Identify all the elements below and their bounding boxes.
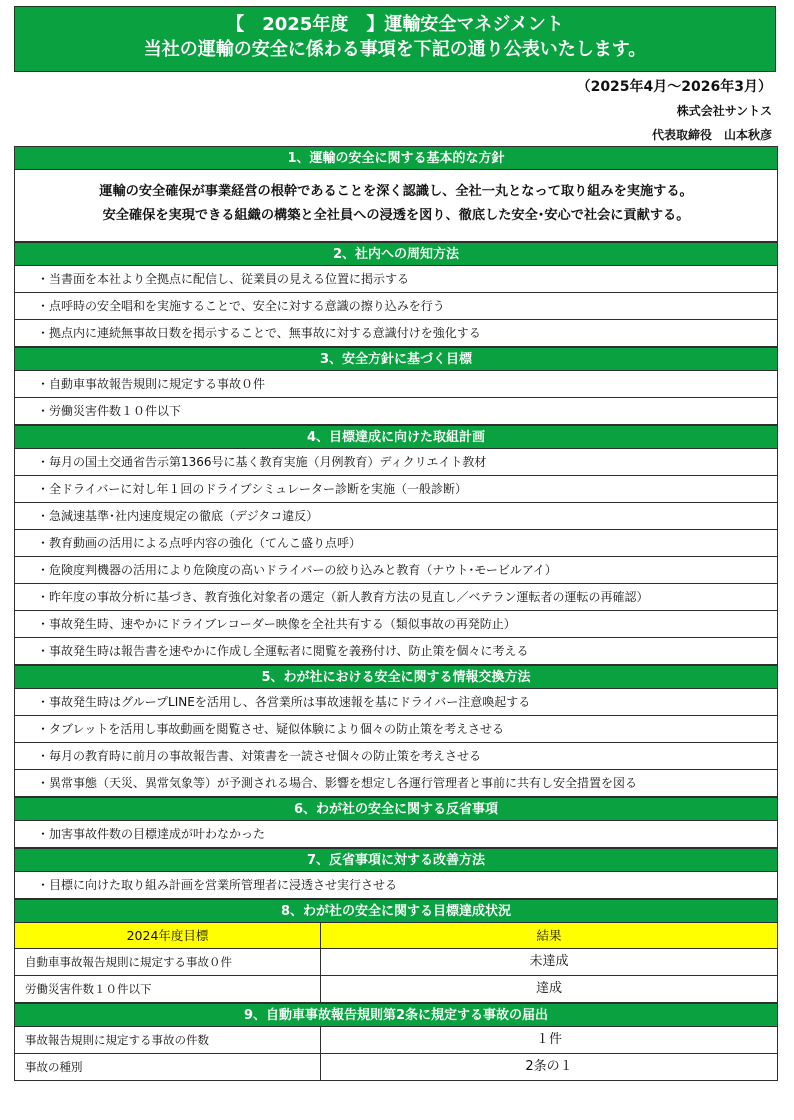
fiscal-period: （2025年4月～2026年3月）	[576, 79, 772, 95]
table-row	[14, 949, 778, 976]
list-item: ・毎月の国土交通省告示第1366号に基く教育実施（月例教育）ディクリエイト教材	[14, 449, 778, 476]
list-item: ・加害事故件数の目標達成が叶わなかった	[14, 821, 778, 848]
list-item: ・点呼時の安全唱和を実施することで、安全に対する意識の擦り込みを行う	[14, 293, 778, 320]
list-item: ・毎月の教育時に前月の事故報告書、対策書を一読させ個々の防止策を考えさせる	[14, 743, 778, 770]
title-line-2: 当社の運輸の安全に係わる事項を下記の通り公表いたします。	[143, 39, 647, 60]
section-1-header: 1、運輸の安全に関する基本的な方針	[14, 146, 778, 170]
list-item: ・当書面を本社より全拠点に配信し、従業員の見える位置に掲示する	[14, 266, 778, 293]
list-item: ・事故発生時は報告書を速やかに作成し全運転者に閲覧を義務付け、防止策を個々に考える	[14, 638, 778, 665]
list-item: ・事故発生時はグループLINEを活用し、各営業所は事故速報を基にドライバー注意喚起する	[14, 689, 778, 716]
list-item: ・危険度判機器の活用により危険度の高いドライバーの絞り込みと教育（ナウト･モービルアイ）	[14, 557, 778, 584]
list-item: ・異常事態（天災、異常気象等）が予測される場合、影響を想定し各運行管理者と事前に共有し安全措置を図る	[14, 770, 778, 797]
list-item: ・全ドライバーに対し年１回のドライブシミュレーター診断を実施（一般診断）	[14, 476, 778, 503]
section-3-header: 3、安全方針に基づく目標	[14, 347, 778, 371]
goal-table-header	[14, 923, 778, 949]
table-row	[14, 1054, 778, 1081]
result-cell: 未達成	[529, 954, 569, 969]
list-item: ・労働災害件数１０件以下	[14, 398, 778, 425]
basic-policy	[14, 170, 778, 242]
section-2-header: 2、社内への周知方法	[14, 242, 778, 266]
table-row	[14, 1027, 778, 1054]
policy-line: 運輸の安全確保が事業経営の根幹であることを深く認識し、全社一丸となって取り組みを実施する。	[99, 184, 693, 199]
result-column-header: 結果	[536, 928, 562, 943]
list-item: ・目標に向けた取り組み計画を営業所管理者に浸透させ実行させる	[14, 872, 778, 899]
company-name: 株式会社サントス	[676, 104, 772, 118]
section-7-header: 7、反省事項に対する改善方法	[14, 848, 778, 872]
table-row	[14, 976, 778, 1003]
goal-column-header: 2024年度目標	[15, 923, 321, 948]
report-label-cell: 事故報告規則に規定する事故の件数	[15, 1027, 321, 1053]
goal-cell: 自動車事故報告規則に規定する事故０件	[15, 949, 321, 975]
list-item: ・自動車事故報告規則に規定する事故０件	[14, 371, 778, 398]
section-5-header: 5、わが社における安全に関する情報交換方法	[14, 665, 778, 689]
list-item: ・タブレットを活用し事故動画を閲覧させ、疑似体験により個々の防止策を考えさせる	[14, 716, 778, 743]
list-item: ・拠点内に連続無事故日数を掲示することで、無事故に対する意識付けを強化する	[14, 320, 778, 347]
policy-line: 安全確保を実現できる組織の構築と全社員への浸透を図り、徹底した安全･安心で社会に貢献する。	[102, 208, 690, 223]
title-banner	[14, 6, 776, 72]
section-8-header: 8、わが社の安全に関する目標達成状況	[14, 899, 778, 923]
section-6-header: 6、わが社の安全に関する反省事項	[14, 797, 778, 821]
goal-cell: 労働災害件数１０件以下	[15, 976, 321, 1002]
disclosure-document	[14, 146, 778, 1081]
report-label-cell: 事故の種別	[15, 1054, 321, 1080]
list-item: ・事故発生時、速やかにドライブレコーダー映像を全社共有する（類似事故の再発防止）	[14, 611, 778, 638]
report-value-cell: １件	[535, 1032, 562, 1047]
list-item: ・急減速基準･社内速度規定の徹底（デジタコ違反）	[14, 503, 778, 530]
section-4-header: 4、目標達成に向けた取組計画	[14, 425, 778, 449]
report-value-cell: 2条の１	[525, 1059, 573, 1074]
result-cell: 達成	[535, 981, 562, 996]
list-item: ・教育動画の活用による点呼内容の強化（てんこ盛り点呼）	[14, 530, 778, 557]
section-9-header: 9、自動車事故報告規則第2条に規定する事故の届出	[14, 1003, 778, 1027]
representative: 代表取締役 山本秋彦	[651, 128, 772, 142]
list-item: ・昨年度の事故分析に基づき、教育強化対象者の選定（新人教育方法の見直し／ベテラン運転者の運転の再確認）	[14, 584, 778, 611]
title-line-1: 【 2025年度 】運輸安全マネジメント	[226, 14, 564, 35]
